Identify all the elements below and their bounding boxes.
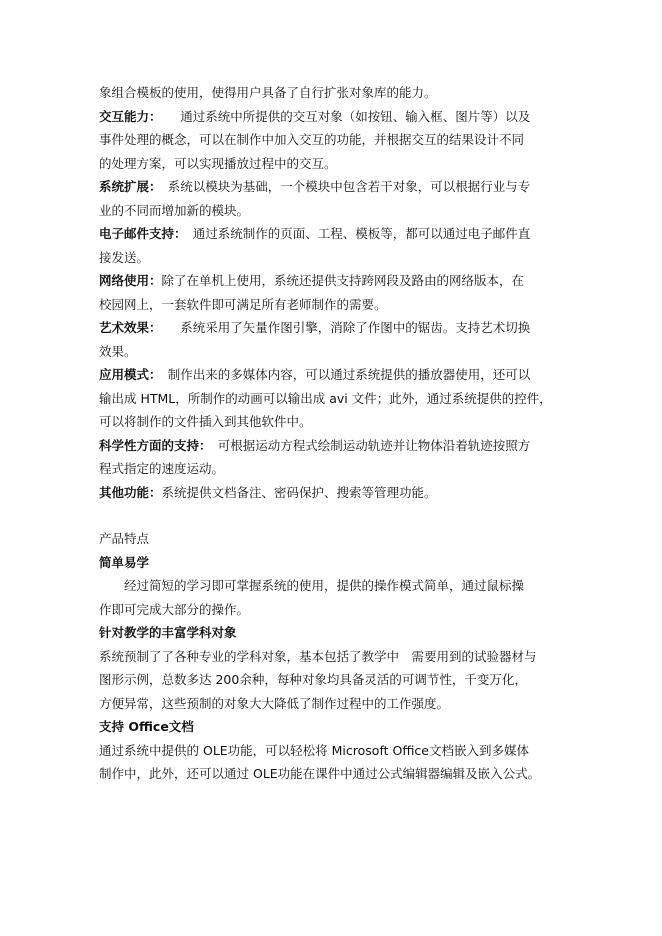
paragraph-line: 通过系统中提供的 OLE功能，可以轻松将 Microsoft Office文档嵌入到多媒体	[99, 742, 529, 758]
label-science: 科学性方面的支持：	[99, 437, 206, 453]
paragraph-text: 可根据运动方程式绘制运动轨迹并让物体沿着轨迹按照方	[205, 437, 531, 453]
paragraph-text: 系统以模块为基础，一个模块中包含若干对象，可以根据行业与专	[155, 179, 531, 194]
paragraph-text: 通过系统制作的页面、工程、模板等，都可以通过电子邮件直	[180, 226, 531, 241]
paragraph-line: 业的不同而增加新的模块。	[99, 202, 250, 218]
paragraph-line: 效果。	[99, 343, 137, 359]
paragraph-science	[99, 434, 569, 458]
paragraph-other	[99, 481, 569, 505]
label-network: 网络使用：	[99, 273, 162, 288]
paragraph-text: 通过系统中所提供的交互对象（如按钮、输入框、图片等）以及	[155, 108, 531, 124]
paragraph-network	[99, 269, 569, 293]
paragraph-line: 经过简短的学习即可掌握系统的使用，提供的操作模式简单，通过鼠标操	[124, 578, 525, 593]
paragraph-text: 制作出来的多媒体内容，可以通过系统提供的播放器使用，还可以	[155, 367, 531, 382]
feature-title: 简单易学	[99, 554, 150, 570]
paragraph-line: 作即可完成大部分的操作。	[99, 601, 250, 617]
label-email: 电子邮件支持：	[99, 226, 181, 241]
paragraph-line: 校园网上，一套软件即可满足所有老师制作的需要。	[99, 296, 387, 312]
label-other: 其他功能：	[99, 484, 162, 500]
label-application: 应用模式：	[99, 367, 156, 382]
paragraph-text: 系统提供文档备注、密码保护、搜索等管理功能。	[161, 484, 437, 500]
label-interaction: 交互能力：	[99, 108, 156, 124]
blank-line	[99, 504, 569, 527]
paragraph-line: 输出成 HTML，所制作的动画可以输出成 avi 文件；此外，通过系统提供的控件，	[99, 390, 552, 406]
paragraph-interaction	[99, 105, 569, 129]
feature-title: 针对教学的丰富学科对象	[99, 625, 237, 640]
paragraph-line: 接发送。	[99, 249, 150, 265]
paragraph-line: 系统预制了了各种专业的学科对象，基本包括了教学中 需要用到的试验器材与	[99, 648, 537, 664]
paragraph-extension	[99, 175, 569, 199]
paragraph-line: 可以将制作的文件插入到其他软件中。	[99, 414, 312, 429]
paragraph-line: 方便异常，这些预制的对象大大降低了制作过程中的工作强度。	[99, 695, 450, 711]
section-heading: 产品特点	[99, 531, 150, 546]
paragraph-line: 图形示例，总数多达 200余种，每种对象均具备灵活的可调节性，千变万化，	[99, 672, 527, 687]
paragraph-line: 的处理方案，可以实现播放过程中的交互。	[99, 155, 337, 171]
paragraph-line: 事件处理的概念，可以在制作中加入交互的功能，并根据交互的结果设计不同	[99, 132, 525, 147]
paragraph-line: 程式指定的速度运动。	[99, 461, 225, 476]
label-art: 艺术效果：	[99, 320, 156, 335]
feature-title: 支持 Office文档	[99, 719, 194, 734]
label-extension: 系统扩展：	[99, 179, 156, 194]
document-page	[99, 81, 569, 786]
paragraph-line: 制作中，此外，还可以通过 OLE功能在课件中通过公式编辑器编辑及嵌入公式。	[99, 766, 541, 781]
paragraph-text: 系统采用了矢量作图引擎，消除了作图中的锯齿。支持艺术切换	[155, 320, 531, 335]
paragraph-email	[99, 222, 569, 246]
paragraph-application	[99, 363, 569, 387]
paragraph-text: 除了在单机上使用，系统还提供支持跨网段及路由的网络版本，在	[161, 273, 525, 288]
paragraph-line: 象组合模板的使用，使得用户具备了自行扩张对象库的能力。	[99, 85, 437, 100]
paragraph-art	[99, 316, 569, 340]
